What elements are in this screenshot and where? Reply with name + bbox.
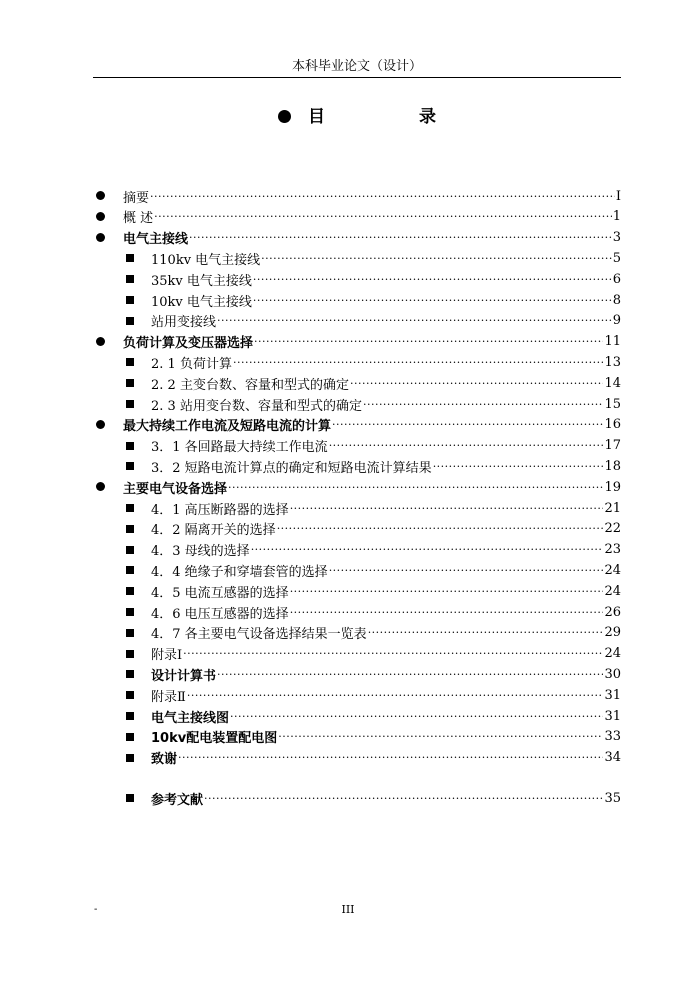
toc-dot-leader <box>368 626 604 639</box>
toc-dot-leader <box>277 522 604 535</box>
toc-entry-label: 4．2 隔离开关的选择 <box>151 523 276 539</box>
toc-entry-page: 11 <box>604 334 621 350</box>
square-bullet-icon <box>126 754 134 762</box>
toc-entry-label: 4．6 电压互感器的选择 <box>151 606 289 622</box>
toc-dot-leader <box>187 689 604 702</box>
square-bullet-icon <box>126 504 134 512</box>
toc-entry-page: 33 <box>604 729 621 745</box>
toc-entry-page: 31 <box>604 708 621 724</box>
toc-entry[interactable] <box>151 373 621 393</box>
toc-entry-page: 9 <box>612 313 621 329</box>
toc-dot-leader <box>329 439 604 452</box>
toc-entry[interactable] <box>151 248 621 268</box>
toc-entry-page: 3 <box>612 230 621 246</box>
toc-entry-label: 负荷计算及变压器选择 <box>123 336 254 352</box>
toc-entry-page: 13 <box>604 354 621 370</box>
toc-entry[interactable] <box>151 456 621 476</box>
toc-entry-label: 主要电气设备选择 <box>123 481 228 497</box>
toc-entry-label: 电气主接线 <box>123 232 189 248</box>
circle-bullet-icon <box>96 420 105 429</box>
toc-entry-page: 34 <box>604 750 621 766</box>
toc-entry-page: 17 <box>604 438 621 454</box>
toc-entry-page: 1 <box>612 209 621 225</box>
toc-dot-leader <box>290 502 604 515</box>
toc-entry[interactable] <box>123 415 621 435</box>
square-bullet-icon <box>126 629 134 637</box>
toc-entry-page: 24 <box>604 646 621 662</box>
toc-dot-leader <box>350 377 604 390</box>
toc-entry-label: 4．4 绝缘子和穿墙套管的选择 <box>151 564 328 580</box>
toc-dot-leader <box>230 710 603 723</box>
square-bullet-icon <box>126 794 134 802</box>
square-bullet-icon <box>126 650 134 658</box>
toc-entry[interactable] <box>151 706 621 726</box>
toc-entry-page: 29 <box>604 625 621 641</box>
toc-entry-page: 16 <box>604 417 621 433</box>
toc-entry-label: 最大持续工作电流及短路电流的计算 <box>123 419 332 435</box>
toc-entry-page: 19 <box>604 479 621 495</box>
toc-entry-label: 4．1 高压断路器的选择 <box>151 502 289 518</box>
toc-entry-label: 2. 2 主变台数、容量和型式的确定 <box>151 377 349 393</box>
toc-entry-page: 35 <box>604 790 621 806</box>
toc-entry-label: 4．5 电流互感器的选择 <box>151 585 289 601</box>
toc-entry[interactable] <box>151 727 621 747</box>
footer-page-number: III <box>341 903 355 916</box>
toc-entry-label: 致谢 <box>151 752 178 768</box>
toc-entry[interactable] <box>151 290 621 310</box>
toc-entry-page: 23 <box>604 542 621 558</box>
square-bullet-icon <box>126 566 134 574</box>
toc-entry-label: 4．7 各主要电气设备选择结果一览表 <box>151 627 367 643</box>
square-bullet-icon <box>126 462 134 470</box>
toc-entry[interactable] <box>151 748 621 768</box>
square-bullet-icon <box>126 400 134 408</box>
toc-entry-label: 摘要 <box>123 190 150 206</box>
toc-entry-label: 35kv 电气主接线 <box>151 273 252 289</box>
toc-dot-leader <box>233 356 604 369</box>
toc-entry[interactable] <box>151 519 621 539</box>
square-bullet-icon <box>126 587 134 595</box>
square-bullet-icon <box>126 379 134 387</box>
circle-bullet-icon <box>96 337 105 346</box>
toc-dot-leader <box>154 210 612 223</box>
toc-dot-leader <box>228 481 603 494</box>
toc-dot-leader <box>183 647 603 660</box>
toc-entry-label: 附录Ⅰ <box>151 648 183 664</box>
toc-dot-leader <box>217 668 603 681</box>
toc-entry-page: 5 <box>612 250 621 266</box>
toc-dot-leader <box>178 751 603 764</box>
square-bullet-icon <box>126 358 134 366</box>
toc-dot-leader <box>290 606 604 619</box>
square-bullet-icon <box>126 525 134 533</box>
toc-entry[interactable] <box>151 644 621 664</box>
toc-entry[interactable] <box>151 540 621 560</box>
toc-entry-page: 30 <box>604 666 621 682</box>
toc-dot-leader <box>332 418 603 431</box>
toc-entry-page: 14 <box>604 375 621 391</box>
toc-entry-label: 电气主接线图 <box>151 710 230 726</box>
toc-entry-label: 2. 1 负荷计算 <box>151 356 232 372</box>
toc-entry[interactable] <box>151 581 621 601</box>
toc-entry[interactable] <box>151 436 621 456</box>
toc-entry[interactable] <box>151 664 621 684</box>
toc-dot-leader <box>251 543 604 556</box>
toc-entry[interactable] <box>151 498 621 518</box>
toc-title <box>278 104 458 130</box>
toc-dot-leader <box>204 792 603 805</box>
square-bullet-icon <box>126 691 134 699</box>
toc-entry[interactable] <box>123 207 621 227</box>
square-bullet-icon <box>126 733 134 741</box>
toc-entry[interactable] <box>151 394 621 414</box>
toc-entry-page: 21 <box>604 500 621 516</box>
toc-entry[interactable] <box>123 477 621 497</box>
toc-dot-leader <box>253 273 612 286</box>
toc-entry-label: 10kv 电气主接线 <box>151 294 252 310</box>
toc-dot-leader <box>217 314 612 327</box>
square-bullet-icon <box>126 608 134 616</box>
toc-entry[interactable] <box>151 352 621 372</box>
toc-dot-leader <box>253 294 612 307</box>
square-bullet-icon <box>126 254 134 262</box>
toc-entry-page: 6 <box>612 271 621 287</box>
toc-entry-label: 设计计算书 <box>151 668 217 684</box>
toc-entry[interactable] <box>123 186 621 206</box>
toc-entry-label: 110kv 电气主接线 <box>151 252 261 268</box>
toc-dot-leader <box>278 730 603 743</box>
toc-dot-leader <box>261 252 612 265</box>
toc-entry-label: 附录Ⅱ <box>151 689 186 705</box>
toc-entry-label: 2. 3 站用变台数、容量和型式的确定 <box>151 398 362 414</box>
toc-entry-label: 10kv配电装置配电图 <box>151 731 278 747</box>
toc-dot-leader <box>290 585 604 598</box>
toc-dot-leader <box>433 460 604 473</box>
toc-entry[interactable] <box>151 269 621 289</box>
toc-entry[interactable] <box>123 228 621 248</box>
toc-title-part2: 录 <box>419 107 436 127</box>
toc-entry-page: 24 <box>604 562 621 578</box>
toc-entry-page: 26 <box>604 604 621 620</box>
toc-entry-label: 3．1 各回路最大持续工作电流 <box>151 440 328 456</box>
toc-entry[interactable] <box>151 311 621 331</box>
toc-entry-label: 4．3 母线的选择 <box>151 544 250 560</box>
toc-title-part1: 目 <box>308 107 325 127</box>
title-bullet-icon <box>278 110 291 123</box>
toc-entry-label: 3．2 短路电流计算点的确定和短路电流计算结果 <box>151 460 432 476</box>
toc-entry-label: 参考文献 <box>151 792 204 808</box>
toc-dot-leader <box>150 190 615 203</box>
toc-entry[interactable] <box>151 602 621 622</box>
toc-dot-leader <box>189 231 612 244</box>
square-bullet-icon <box>126 546 134 554</box>
toc-entry-page: 22 <box>604 521 621 537</box>
page-header: 本科毕业论文（设计） <box>93 57 621 78</box>
toc-entry[interactable] <box>151 685 621 705</box>
square-bullet-icon <box>126 317 134 325</box>
toc-entry[interactable] <box>151 560 621 580</box>
toc-entry-page: 31 <box>604 687 621 703</box>
circle-bullet-icon <box>96 191 105 200</box>
toc-entry-label: 概 述 <box>123 211 154 227</box>
toc-entry-page: 8 <box>612 292 621 308</box>
toc-dot-leader <box>254 335 603 348</box>
circle-bullet-icon <box>96 212 105 221</box>
footer-mark: - <box>94 904 98 915</box>
toc-entry[interactable] <box>151 788 621 808</box>
toc-entry[interactable] <box>151 623 621 643</box>
square-bullet-icon <box>126 442 134 450</box>
circle-bullet-icon <box>96 482 105 491</box>
toc-entry-page: 24 <box>604 583 621 599</box>
square-bullet-icon <box>126 275 134 283</box>
toc-entry-page: 18 <box>604 458 621 474</box>
square-bullet-icon <box>126 712 134 720</box>
toc-dot-leader <box>363 398 604 411</box>
square-bullet-icon <box>126 670 134 678</box>
toc-entry[interactable] <box>123 332 621 352</box>
square-bullet-icon <box>126 296 134 304</box>
circle-bullet-icon <box>96 233 105 242</box>
toc-dot-leader <box>329 564 604 577</box>
toc-entry-label: 站用变接线 <box>151 315 217 331</box>
toc-entry-page: Ⅰ <box>615 188 621 204</box>
toc-entry-page: 15 <box>604 396 621 412</box>
